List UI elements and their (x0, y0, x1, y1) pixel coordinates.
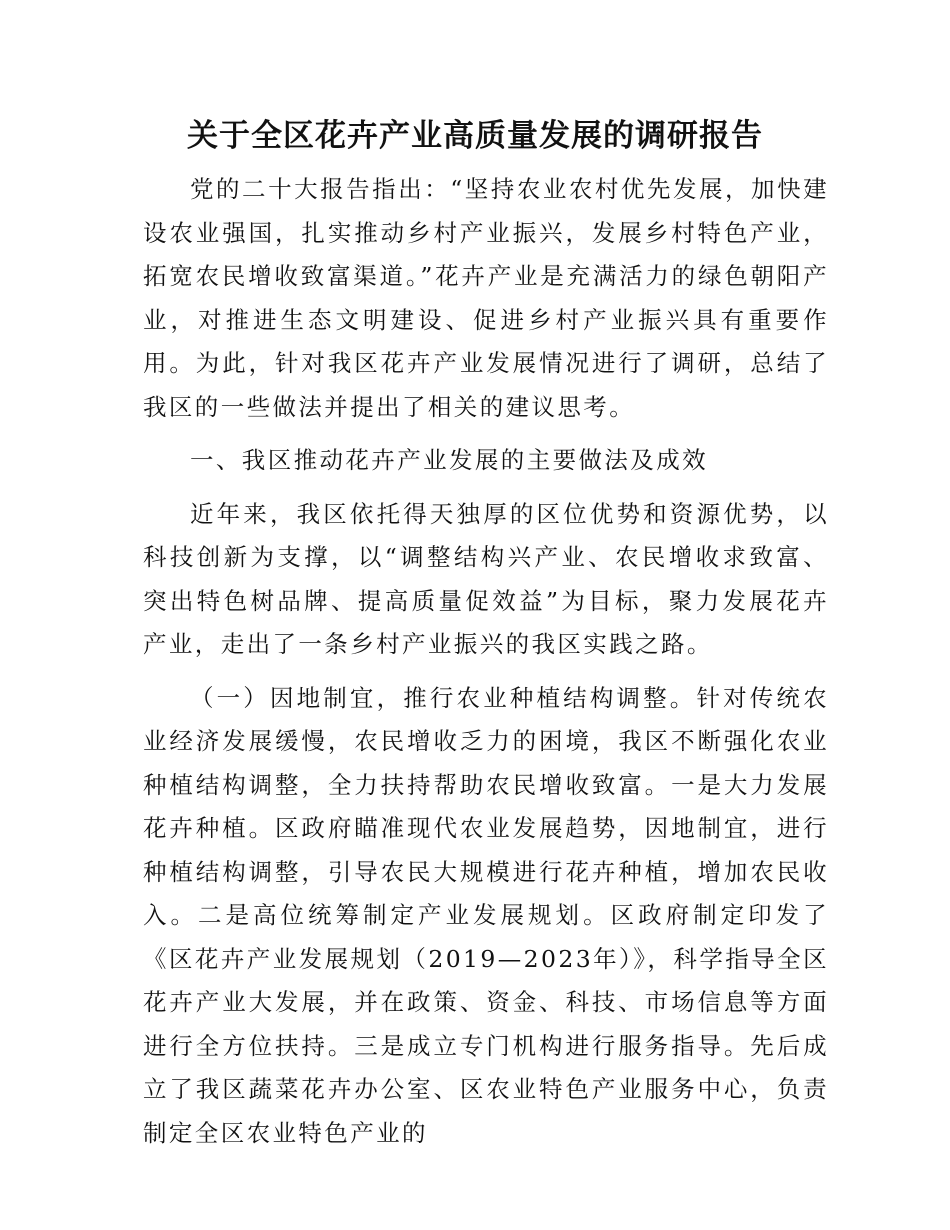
document-title: 关于全区花卉产业高质量发展的调研报告 (187, 118, 763, 154)
paragraph-subsection-1: （一）因地制宜，推行农业种植结构调整。针对传统农业经济发展缓慢，农民增收乏力的困境，我区不断强化农业种植结构调整，全力扶持帮助农民增收致富。一是大力发展花卉种植。区政府瞄准现代农业发展趋势，因地制宜，进行种植结构调整，引导农民大规模进行花卉种植，增加农民收入。二是高位统筹制定产业发展规划。区政府制定印发了《区花卉产业发展规划（2019—2023年）》，科学指导全区花卉产业大发展，并在政策、资金、科技、市场信息等方面进行全方位扶持。三是成立专门机构进行服务指导。先后成立了我区蔬菜花卉办公室、区农业特色产业服务中心，负责制定全区农业特色产业的 (143, 683, 829, 1147)
paragraph-overview: 近年来，我区依托得天独厚的区位优势和资源优势，以科技创新为支撑，以“调整结构兴产业、农民增收求致富、突出特色树品牌、提高质量促效益”为目标，聚力发展花卉产业，走出了一条乡村产业振兴的我区实践之路。 (143, 499, 829, 658)
paragraph-intro: 党的二十大报告指出：“坚持农业农村优先发展，加快建设农业强国，扎实推动乡村产业振兴，发展乡村特色产业，拓宽农民增收致富渠道。”花卉产业是充满活力的绿色朝阳产业，对推进生态文明建设、促进乡村产业振兴具有重要作用。为此，针对我区花卉产业发展情况进行了调研，总结了我区的一些做法并提出了相关的建议思考。 (143, 175, 829, 421)
document-body (143, 168, 829, 1155)
section-heading-1: 一、我区推动花卉产业发展的主要做法及成效 (190, 446, 708, 474)
